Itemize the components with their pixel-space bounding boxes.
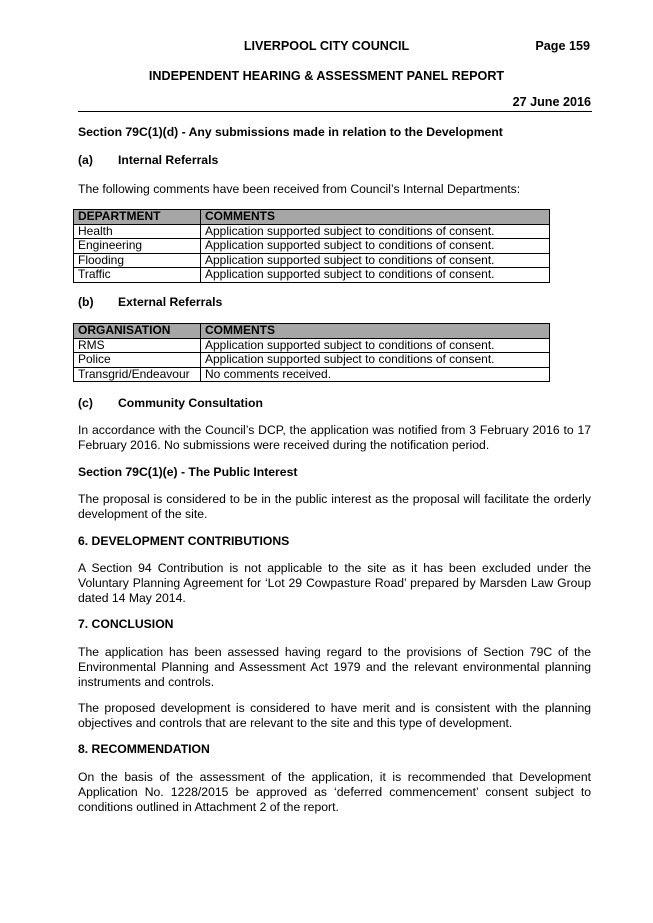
comment-cell: Application supported subject to conditions of consent. xyxy=(201,353,550,368)
sub-label-b: (b) xyxy=(78,295,94,309)
conclusion-paragraph-2: The proposed development is considered to have merit and is consistent with the planning objectives and controls that are relevant to the site and this type of development. xyxy=(78,701,591,730)
conclusion-heading: 7. CONCLUSION xyxy=(78,617,174,631)
sub-title-a: Internal Referrals xyxy=(118,153,219,167)
comment-cell: Application supported subject to conditions of consent. xyxy=(201,253,550,268)
comment-cell: Application supported subject to conditions of consent. xyxy=(201,224,550,239)
sub-title-c: Community Consultation xyxy=(118,396,263,410)
internal-referrals-table xyxy=(73,209,550,283)
recommendation-heading: 8. RECOMMENDATION xyxy=(78,742,210,756)
table-row xyxy=(74,367,550,382)
section-79c1e-heading: Section 79C(1)(e) - The Public Interest xyxy=(78,465,298,479)
column-header: DEPARTMENT xyxy=(74,210,201,225)
recommendation-text: On the basis of the assessment of the application, it is recommended that Development Application No. 1228/2015 be approved as ‘deferred commencement’ consent subject to conditions outlined in Attachment 2 of the report. xyxy=(78,770,591,814)
report-title: INDEPENDENT HEARING & ASSESSMENT PANEL REPORT xyxy=(148,69,505,83)
development-contributions-text: A Section 94 Contribution is not applicable to the site as it has been excluded under the Voluntary Planning Agreement for ‘Lot 29 Cowpasture Road’ prepared by Marsden Law Group dated 14 May 2014. xyxy=(78,561,591,605)
internal-referrals-intro: The following comments have been received from Council’s Internal Departments: xyxy=(78,182,521,196)
section-79c1d-heading: Section 79C(1)(d) - Any submissions made in relation to the Development xyxy=(78,125,503,139)
sub-title-b: External Referrals xyxy=(118,295,223,309)
community-consultation-text: In accordance with the Council’s DCP, the application was notified from 3 February 2016 to 17 February 2016. No submissions were received during the notification period. xyxy=(78,423,591,452)
table-row xyxy=(74,338,550,353)
department-cell: Health xyxy=(74,224,201,239)
table-row xyxy=(74,353,550,368)
comment-cell: No comments received. xyxy=(201,367,550,382)
table-row xyxy=(74,239,550,254)
sub-label-a: (a) xyxy=(78,153,93,167)
table-row xyxy=(74,268,550,283)
column-header: COMMENTS xyxy=(201,210,550,225)
table-header-row xyxy=(74,210,550,225)
table-header-row xyxy=(74,324,550,339)
public-interest-text: The proposal is considered to be in the public interest as the proposal will facilitate the orderly development of the site. xyxy=(78,492,591,521)
conclusion-paragraph-1: The application has been assessed having regard to the provisions of Section 79C of the Environmental Planning and Assessment Act 1979 and the relevant environmental planning instruments and controls. xyxy=(78,645,591,689)
table-row xyxy=(74,253,550,268)
organisation-cell: Police xyxy=(74,353,201,368)
community-consultation-heading xyxy=(78,396,263,410)
internal-referrals-heading xyxy=(78,153,218,167)
department-cell: Flooding xyxy=(74,253,201,268)
comment-cell: Application supported subject to conditions of consent. xyxy=(201,239,550,254)
page-number: Page 159 xyxy=(535,39,590,53)
column-header: ORGANISATION xyxy=(74,324,201,339)
comment-cell: Application supported subject to conditions of consent. xyxy=(201,338,550,353)
department-cell: Traffic xyxy=(74,268,201,283)
council-name: LIVERPOOL CITY COUNCIL xyxy=(243,39,410,53)
organisation-cell: Transgrid/Endeavour xyxy=(74,367,201,382)
comment-cell: Application supported subject to conditions of consent. xyxy=(201,268,550,283)
table-row xyxy=(74,224,550,239)
external-referrals-table xyxy=(73,323,550,382)
department-cell: Engineering xyxy=(74,239,201,254)
report-date: 27 June 2016 xyxy=(512,95,591,109)
external-referrals-heading xyxy=(78,295,222,309)
sub-label-c: (c) xyxy=(78,396,93,410)
column-header: COMMENTS xyxy=(201,324,550,339)
development-contributions-heading: 6. DEVELOPMENT CONTRIBUTIONS xyxy=(78,534,290,548)
organisation-cell: RMS xyxy=(74,338,201,353)
header-rule xyxy=(78,111,592,112)
